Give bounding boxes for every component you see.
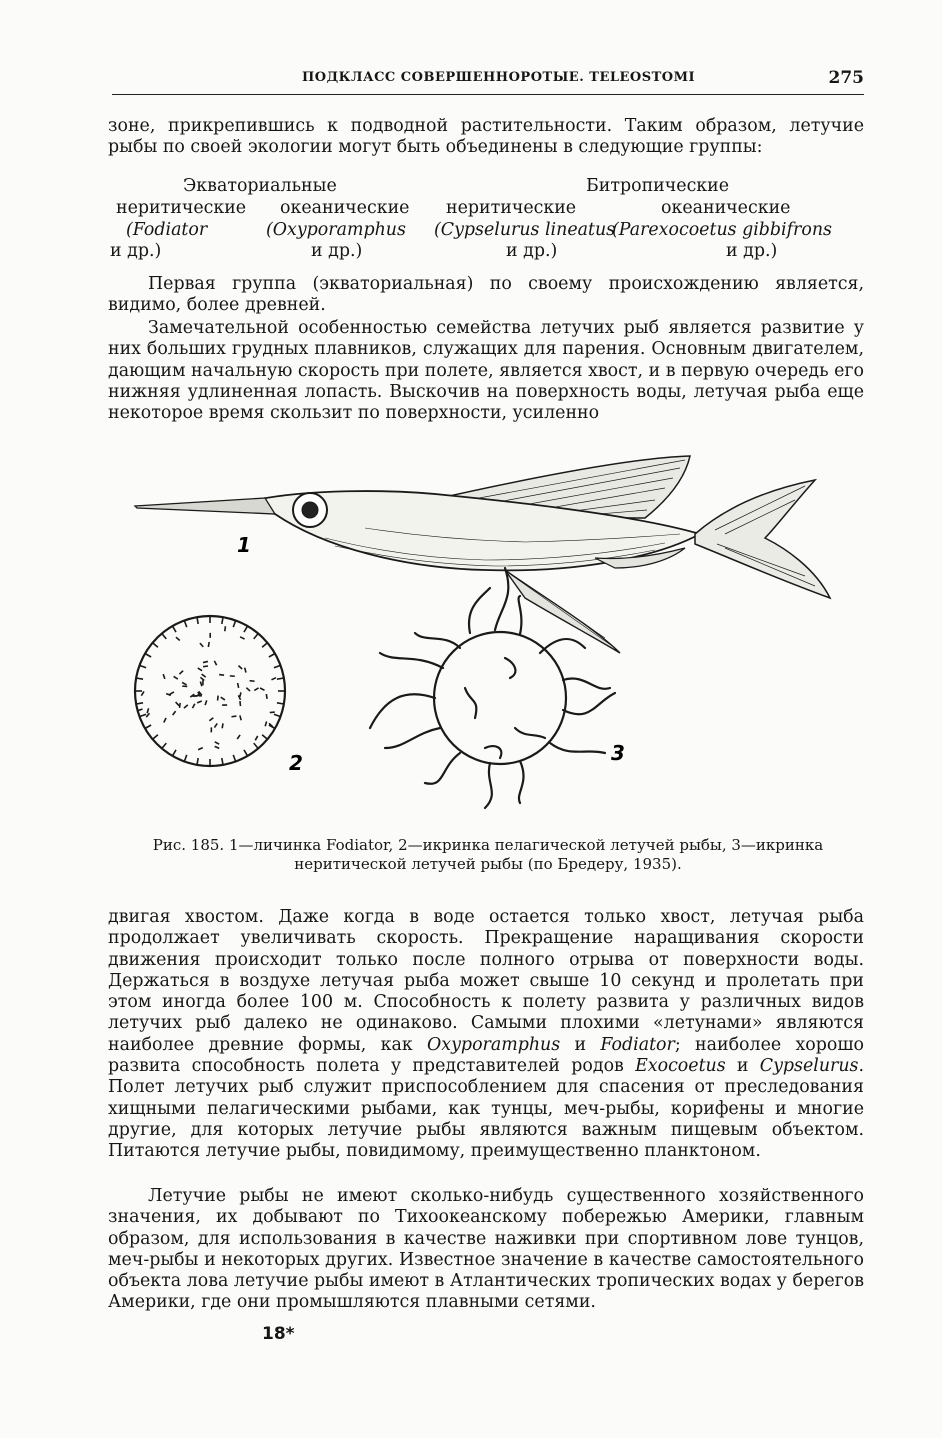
col3-row3: и др.) bbox=[506, 241, 558, 261]
egg-spine bbox=[209, 718, 213, 721]
figure-label-1: 1 bbox=[237, 533, 251, 557]
egg-rim-spine bbox=[184, 755, 186, 762]
egg-spine bbox=[176, 702, 179, 706]
egg-rim-spine bbox=[222, 758, 223, 765]
egg-spine bbox=[197, 701, 202, 703]
egg-rim-spine bbox=[277, 678, 284, 679]
p3-italic-oxyporamphus: Oxyporamphus bbox=[427, 1034, 561, 1055]
egg-spine bbox=[214, 723, 217, 727]
col2-row1: океанические bbox=[280, 198, 410, 218]
col1-row3: и др.) bbox=[110, 241, 162, 261]
egg-rim-spine bbox=[262, 643, 267, 647]
egg-spine bbox=[173, 711, 176, 715]
egg-spine bbox=[240, 715, 241, 720]
egg-spine bbox=[225, 626, 226, 631]
p3-part-a: двигая хвостом. Даже когда в воде остается только хвост, летучая рыба продолжает увеличивать скорость. Прекращение наращивания скорости движения происходит только после полного отрыва от поверхности воды. Держаться в воздухе летучая рыба может свыше 10 секунд и пролетать при этом иногда более 100 м. Способность к полету развита у различных видов летучих рыб далеко не одинаково. Самыми плохими «летунами» являются наиболее древние формы, как bbox=[108, 907, 864, 1055]
paragraph-1 bbox=[108, 274, 864, 317]
egg-spine bbox=[198, 668, 202, 671]
page-number: 275 bbox=[828, 68, 864, 88]
egg-spine bbox=[240, 692, 241, 697]
egg-spine bbox=[184, 705, 188, 708]
running-header bbox=[112, 68, 864, 95]
intro-text: зоне, прикрепившись к подводной растительности. Таким образом, летучие рыбы по своей экологии могут быть объединены в следующие группы: bbox=[108, 116, 864, 158]
egg-rim-spine bbox=[140, 714, 147, 716]
egg-rim-spine bbox=[162, 634, 166, 639]
col1-row1: неритические bbox=[116, 198, 247, 218]
paragraph-2 bbox=[108, 318, 864, 424]
figure-label-3: 3 bbox=[611, 741, 625, 765]
egg-spine bbox=[222, 723, 223, 728]
egg-spine bbox=[202, 674, 206, 677]
egg-rim-spine bbox=[136, 703, 143, 704]
egg-rim-spine bbox=[244, 750, 248, 756]
egg-rim-spine bbox=[254, 634, 258, 639]
egg-rim-spine bbox=[233, 755, 235, 762]
egg-rim-spine bbox=[140, 665, 147, 667]
egg-spine bbox=[271, 678, 276, 680]
egg-spine bbox=[200, 643, 203, 647]
egg-rim-spine bbox=[222, 617, 223, 624]
paragraph-1-text: Первая группа (экваториальная) по своему происхождению является, видимо, более древней. bbox=[108, 274, 864, 316]
egg-spine bbox=[260, 688, 264, 690]
egg-spine bbox=[240, 701, 241, 706]
egg-spine bbox=[164, 718, 166, 722]
egg-rim-spine bbox=[173, 626, 177, 632]
egg-rim-spine bbox=[136, 678, 143, 679]
col3-row2: (Cypselurus lineatus bbox=[434, 220, 616, 240]
egg-rim-spine bbox=[262, 735, 267, 739]
col3-row1: неритические bbox=[446, 198, 577, 218]
intro-paragraph bbox=[108, 116, 864, 159]
paragraph-3-text bbox=[108, 907, 864, 1163]
egg-spine bbox=[180, 703, 181, 708]
egg-rim-spine bbox=[233, 621, 235, 628]
egg-spine bbox=[215, 742, 219, 744]
egg-rim-spine bbox=[254, 743, 258, 748]
egg-rim-spine bbox=[145, 654, 151, 658]
egg-spine bbox=[192, 704, 194, 708]
paragraph-3 bbox=[108, 907, 864, 1163]
p3-part-c: ; наиболее хорошо развита способность полета у представителей родов bbox=[108, 1034, 864, 1077]
egg-rim-spine bbox=[162, 743, 166, 748]
egg-rim-spine bbox=[153, 735, 158, 739]
egg-spine bbox=[221, 697, 225, 700]
egg-spine bbox=[141, 691, 144, 695]
figure-185 bbox=[125, 448, 865, 828]
col2-row3: и др.) bbox=[311, 241, 363, 261]
egg-spine bbox=[245, 668, 246, 673]
egg-spine bbox=[200, 681, 201, 686]
egg-rim-spine bbox=[184, 621, 186, 628]
egg-spine bbox=[254, 688, 258, 691]
egg-rim-spine bbox=[173, 750, 177, 756]
egg-spine bbox=[179, 671, 183, 674]
egg-rim-spine bbox=[153, 643, 158, 647]
egg-spine bbox=[215, 746, 220, 748]
egg-spine bbox=[219, 675, 224, 676]
figure-illustration bbox=[125, 448, 865, 828]
col4-row3: и др.) bbox=[726, 241, 778, 261]
egg-spine bbox=[208, 642, 209, 647]
egg-spine bbox=[170, 692, 174, 694]
egg-rim-spine bbox=[145, 725, 151, 729]
egg-spine bbox=[266, 694, 267, 699]
neritic-egg-drawing bbox=[370, 568, 615, 808]
p3-part-e: . Полет летучих рыб служит приспособлением для спасения от преследования хищными пелагическими рыбами, как тунцы, меч-рыбы, корифены и многие другие, для которых летучие рыбы являются важным пищевым объектом. Питаются летучие рыбы, повидимому, преимущественно планктоном. bbox=[108, 1056, 864, 1162]
p3-italic-exocoetus: Exocoetus bbox=[635, 1056, 726, 1077]
egg-spine bbox=[246, 688, 250, 691]
egg-spine bbox=[205, 700, 207, 705]
egg-spine bbox=[238, 666, 242, 669]
egg-rim-spine bbox=[274, 665, 281, 667]
egg-spine bbox=[146, 713, 149, 717]
p3-part-d: и bbox=[725, 1056, 760, 1077]
equatorial-heading: Экваториальные bbox=[183, 176, 337, 196]
paragraph-4 bbox=[108, 1186, 864, 1314]
egg-spine bbox=[231, 716, 236, 717]
egg-spine bbox=[182, 683, 186, 685]
egg-rim-spine bbox=[269, 654, 275, 658]
egg-spine bbox=[265, 721, 266, 726]
caption-line-2: неритической летучей рыбы (по Бредеру, 1935). bbox=[294, 855, 682, 873]
egg-rim-spine bbox=[274, 714, 281, 716]
col4-row2: (Parexocoetus gibbifrons bbox=[612, 220, 832, 240]
egg-spine bbox=[198, 748, 203, 750]
egg-rim-spine bbox=[197, 617, 198, 624]
p3-part-b: и bbox=[560, 1034, 601, 1055]
figure-label-2: 2 bbox=[289, 751, 303, 775]
egg-rim-spine bbox=[277, 703, 284, 704]
egg-spine bbox=[238, 683, 239, 688]
p3-italic-fodiator: Fodiator bbox=[600, 1034, 675, 1055]
caption-line-1: Рис. 185. 1—личинка Fodiator, 2—икринка пелагической летучей рыбы, 3—икринка bbox=[152, 836, 824, 854]
egg-spine bbox=[147, 708, 148, 713]
egg-spine bbox=[138, 709, 143, 711]
col2-row2: (Oxyporamphus bbox=[266, 220, 406, 240]
paragraph-2-text: Замечательной особенностью семейства летучих рыб является развитие у них больших грудных плавников, служащих для парения. Основным двигателем, дающим начальную скорость при полете, является хвост, и в первую очередь его нижняя удлиненная лопасть. Выскочив на поверхность воды, летучая рыба еще некоторое время скользит по поверхности, усиленно bbox=[108, 318, 864, 424]
col4-row1: океанические bbox=[661, 198, 791, 218]
egg-spine bbox=[163, 674, 165, 679]
pelagic-egg-drawing bbox=[135, 616, 285, 766]
egg-spine bbox=[240, 637, 244, 639]
bitropical-heading: Битропические bbox=[586, 176, 730, 196]
egg-rim-spine bbox=[244, 626, 248, 632]
egg-spine bbox=[214, 661, 216, 665]
egg-spine bbox=[203, 661, 208, 662]
p3-italic-cypselurus: Cypselurus bbox=[759, 1056, 859, 1077]
egg-spine bbox=[237, 735, 240, 739]
egg-spine bbox=[176, 637, 180, 640]
egg-spine bbox=[174, 676, 178, 679]
col1-row2: (Fodiator bbox=[126, 220, 208, 240]
signature-mark: 18* bbox=[262, 1324, 295, 1344]
egg-spine bbox=[255, 736, 257, 740]
egg-spine bbox=[200, 677, 204, 680]
egg-rim-spine bbox=[197, 758, 198, 765]
egg-spine bbox=[203, 666, 208, 667]
figure-caption bbox=[108, 836, 868, 874]
egg-spine bbox=[218, 696, 219, 701]
header-title: ПОДКЛАСС СОВЕРШЕННОРОТЫЕ. TELEOSTOMI bbox=[302, 70, 696, 85]
egg-spine bbox=[250, 681, 255, 682]
paragraph-4-text: Летучие рыбы не имеют сколько-нибудь существенного хозяйственного значения, их добывают по Тихоокеанскому побережью Америки, главным образом, для использования в качестве наживки при спортивном лове тунцов, меч-рыбы и некоторых других. Известное значение в качестве самостоятельного объекта лова летучие рыбы имеют в Атлантических тропических водах у берегов Америки, где они промышляются плавными сетями. bbox=[108, 1186, 864, 1313]
